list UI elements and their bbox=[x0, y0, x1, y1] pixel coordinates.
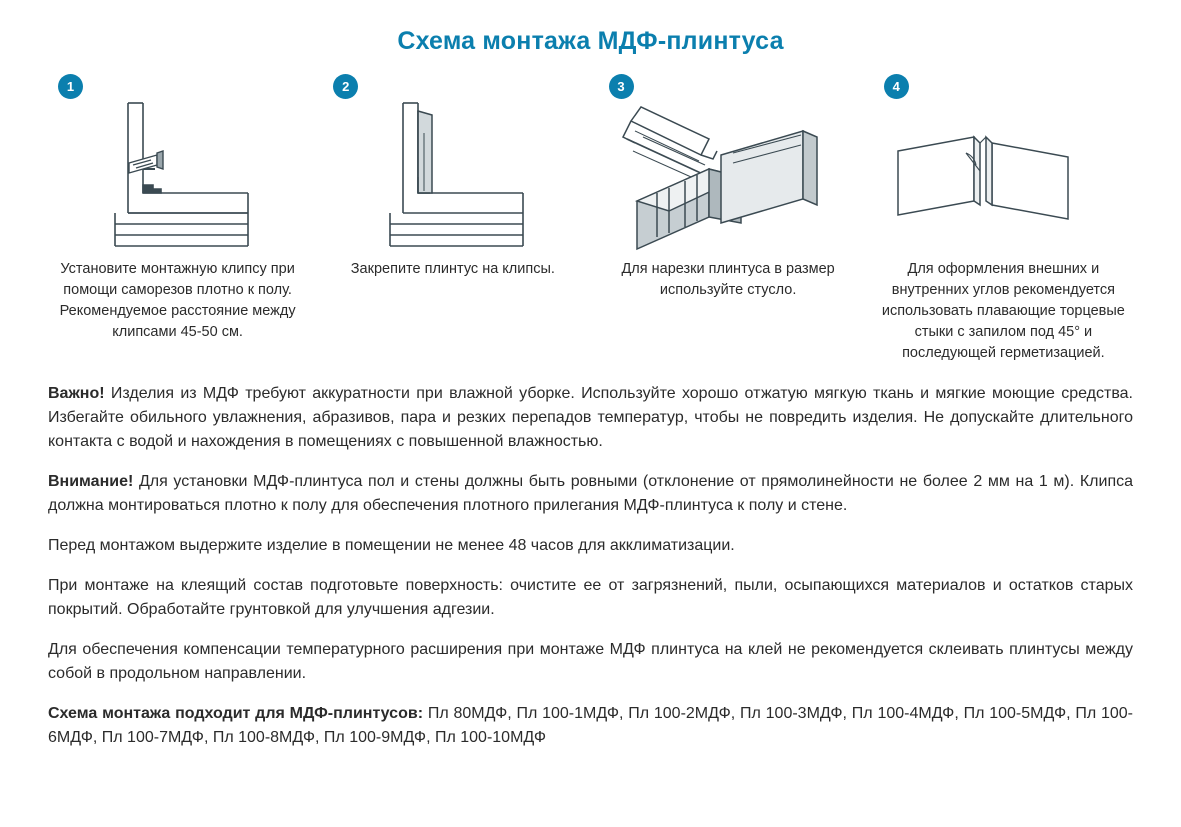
step-3 bbox=[591, 74, 866, 364]
note-lead: Внимание! bbox=[48, 473, 134, 491]
miter-box-saw-illustration bbox=[591, 93, 866, 253]
step-2-caption: Закрепите плинтус на клипсы. bbox=[350, 261, 555, 277]
step-4-caption: Для оформления внешних и внутренних углов рекомендуется использовать плавающие торцевые стыки с запилом под 45° и последующей герметизацией. bbox=[881, 261, 1125, 362]
note-paragraph bbox=[48, 534, 1133, 558]
note-paragraph bbox=[48, 574, 1133, 622]
step-1-number: 1 bbox=[58, 74, 83, 99]
notes-section bbox=[48, 382, 1133, 750]
note-body: Для установки МДФ-плинтуса пол и стены должны быть ровными (отклонение от прямолинейности не более 2 мм на 1 м). Клипса должна монтироваться плотно к полу для обеспечения плотного прилегания МДФ-плинтуса к полу и стене. bbox=[48, 473, 1133, 515]
note-lead: Важно! bbox=[48, 385, 105, 403]
corner-joint-45-illustration bbox=[866, 93, 1141, 253]
step-1-caption: Установите монтажную клипсу при помощи саморезов плотно к полу. Рекомендуемое расстояние между клипсами 45-50 см. bbox=[59, 261, 296, 341]
step-4 bbox=[866, 74, 1141, 364]
note-body: Изделия из МДФ требуют аккуратности при влажной уборке. Используйте хорошо отжатую мягкую ткань и мягкие моющие средства. Избегайте обильного увлажнения, абразивов, пара и резких перепадов температур, чтобы не повредить изделия. Не допускайте длительного контакта с водой и нахождения в помещениях с повышенной влажностью. bbox=[48, 385, 1133, 451]
step-2-number: 2 bbox=[333, 74, 358, 99]
note-body: Перед монтажом выдержите изделие в помещении не менее 48 часов для акклиматизации. bbox=[48, 537, 735, 555]
compatible-products-lead: Схема монтажа подходит для МДФ-плинтусов: bbox=[48, 705, 424, 723]
note-body: Для обеспечения компенсации температурного расширения при монтаже МДФ плинтуса на клей не рекомендуется склеивать плинтусы между собой в продольном направлении. bbox=[48, 641, 1133, 683]
steps-row bbox=[40, 74, 1141, 364]
note-body: При монтаже на клеящий состав подготовьте поверхность: очистите ее от загрязнений, пыли, осыпающихся материалов и остатков старых покрытий. Обработайте грунтовкой для улучшения адгезии. bbox=[48, 577, 1133, 619]
page-title: Схема монтажа МДФ-плинтуса bbox=[397, 27, 784, 55]
step-3-caption: Для нарезки плинтуса в размер используйте стусло. bbox=[621, 261, 835, 299]
compatible-products-paragraph bbox=[48, 702, 1133, 750]
wall-clip-screw-illustration bbox=[40, 93, 315, 253]
skirting-on-clip-illustration bbox=[315, 93, 590, 253]
step-3-number: 3 bbox=[609, 74, 634, 99]
step-1 bbox=[40, 74, 315, 364]
step-4-number: 4 bbox=[884, 74, 909, 99]
compatible-products-list: Пл 80МДФ, Пл 100-1МДФ, Пл 100-2МДФ, Пл 100-3МДФ, Пл 100-4МДФ, Пл 100-5МДФ, Пл 100-6МДФ, Пл 100-7МДФ, Пл 100-8МДФ, Пл 100-9МДФ, Пл 100-10МДФ bbox=[48, 705, 1134, 747]
note-paragraph bbox=[48, 470, 1133, 518]
note-paragraph bbox=[48, 638, 1133, 686]
note-paragraph bbox=[48, 382, 1133, 454]
step-2 bbox=[315, 74, 590, 364]
